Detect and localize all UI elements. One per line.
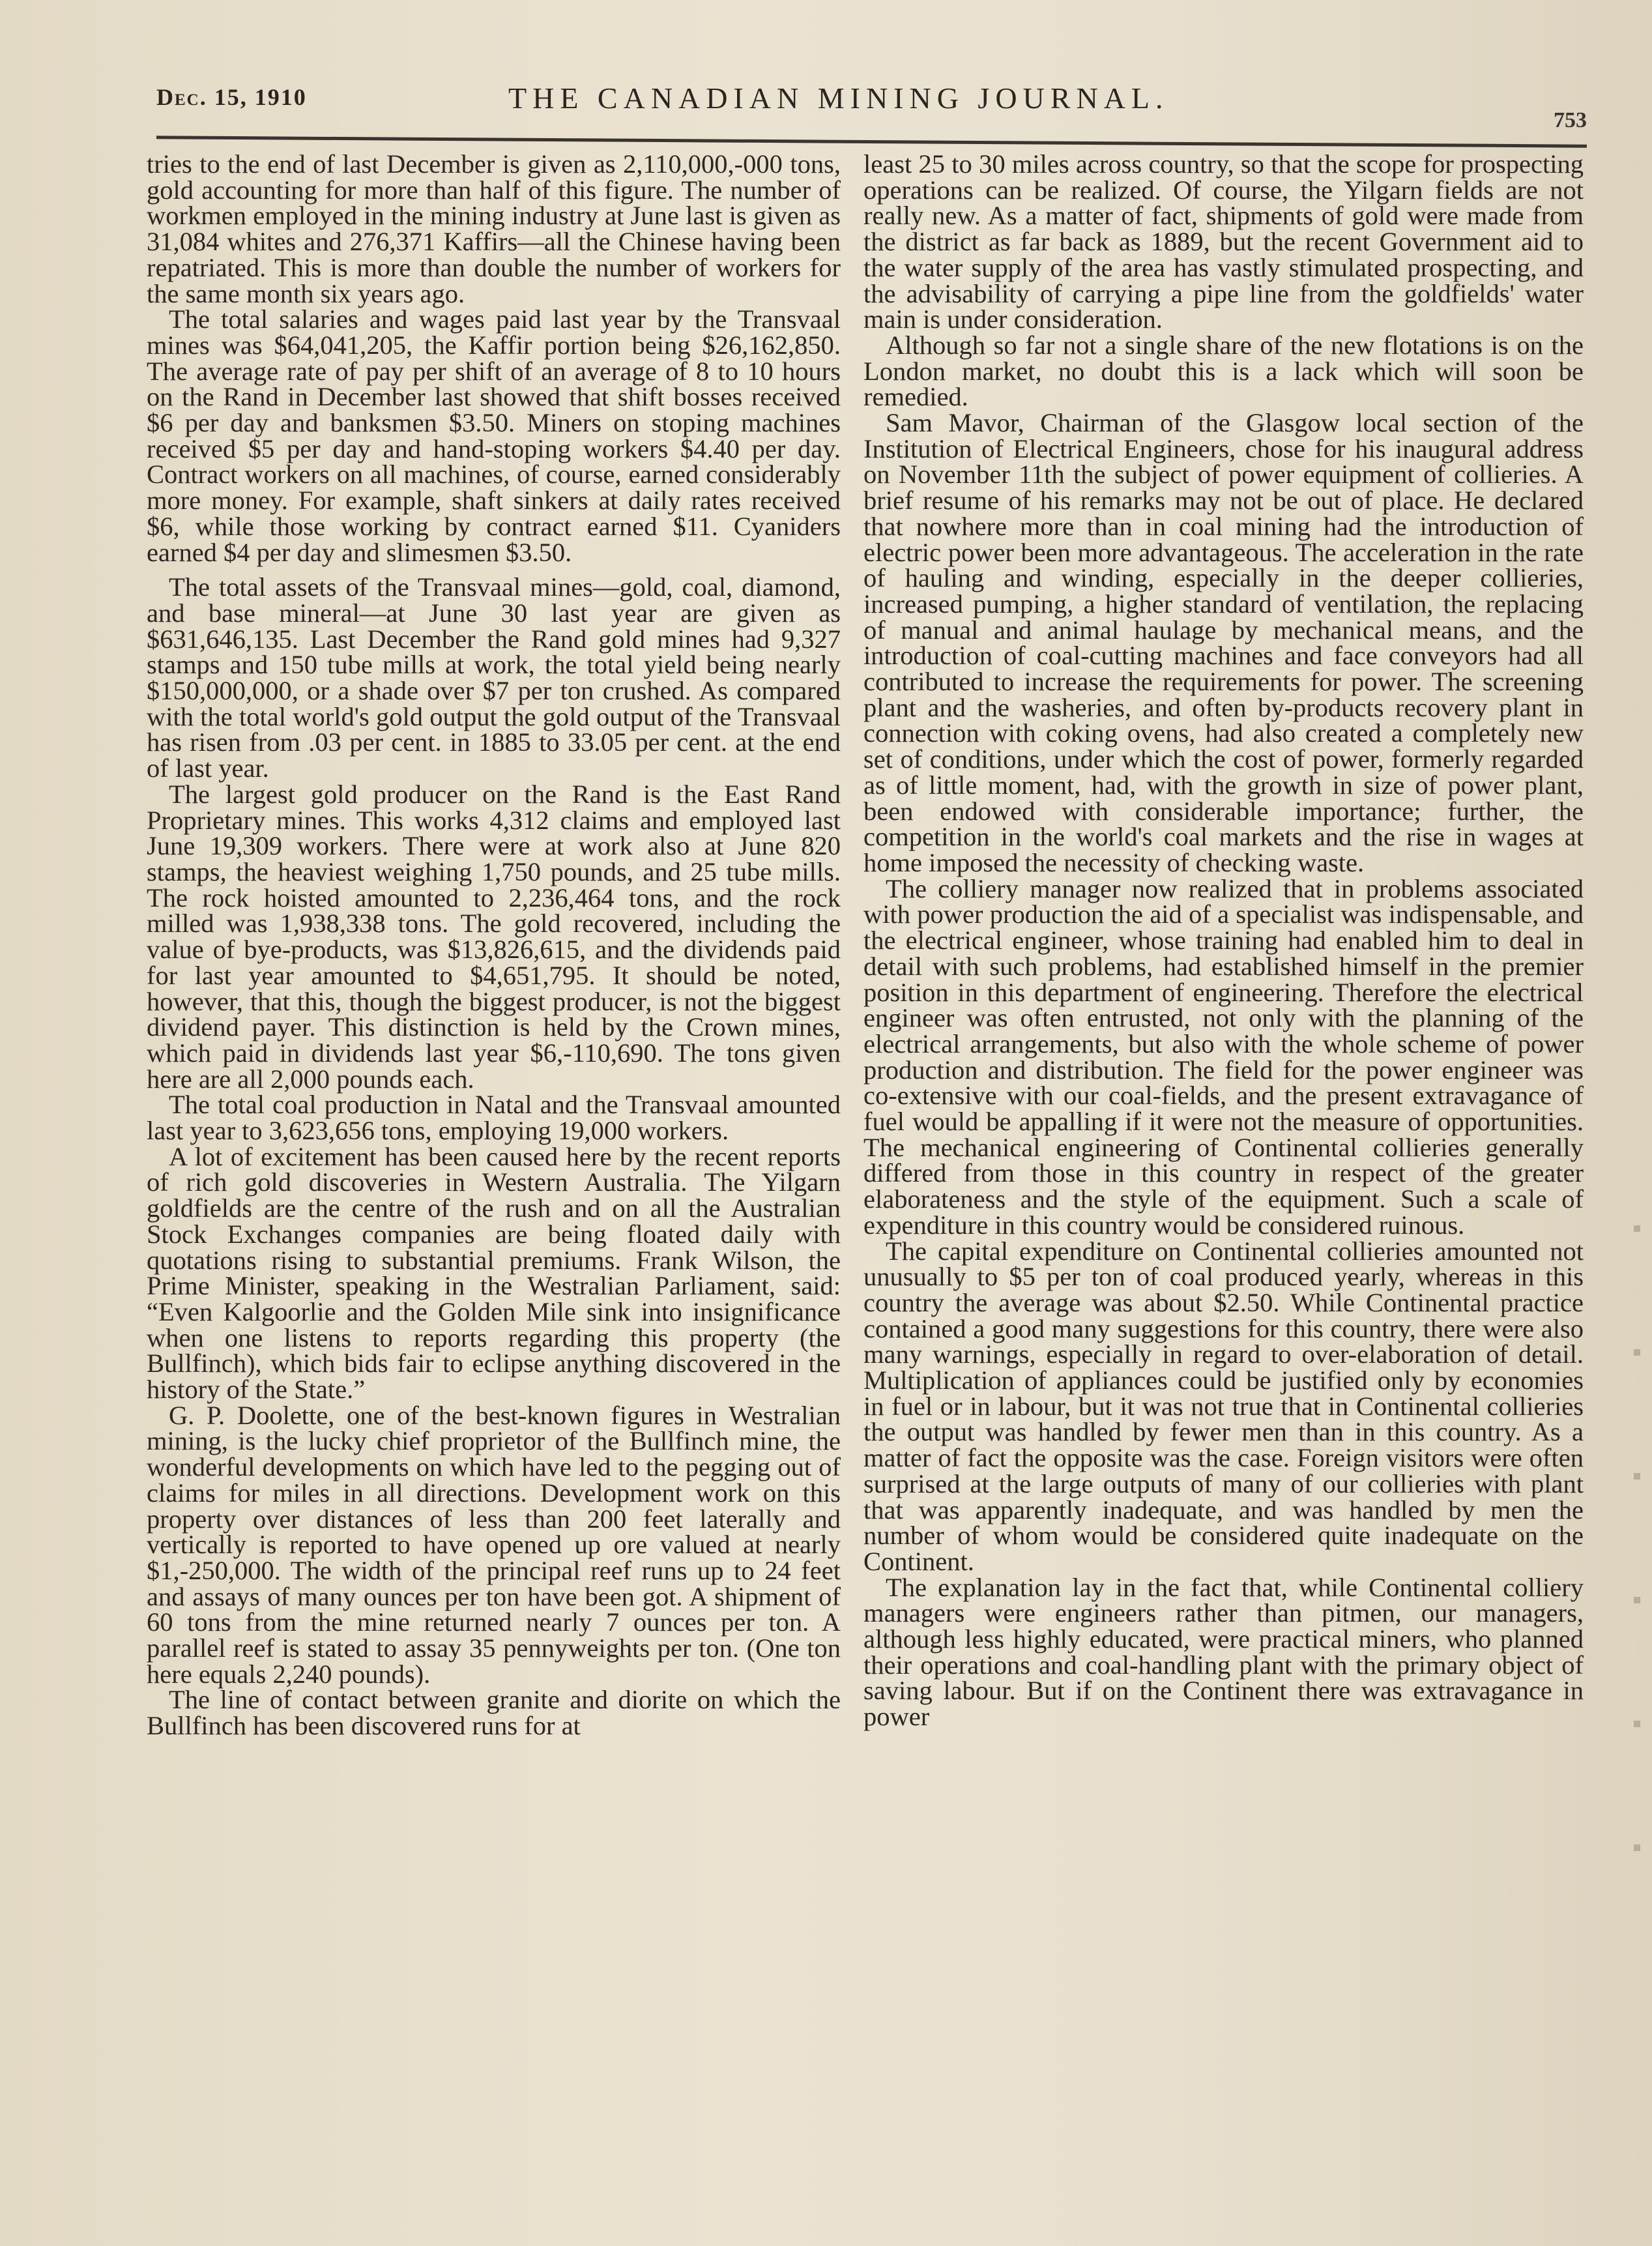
paragraph: The total salaries and wages paid last year by the Transvaal mines was $64,041,205, the Kaffir portion being $26,162,850. The average rate of pay per shift of an average of 8 to 10 hours on the Rand in December last showed that shift bosses received $6 per day and banksmen $3.50. Miners on stoping machines received $5 per day and hand-stoping workers $4.40 per day. Contract workers on all machines, of course, earned considerably more money. For example, shaft sinkers at daily rates received $6, while those working by contract earned $11. Cyaniders earned $4 per day and slimesmen $3.50.: [147, 304, 841, 567]
paragraph: Sam Mavor, Chairman of the Glasgow local section of the Institution of Electrical Engineers, chose for his inaugural address on November 11th the subject of power equipment of collieries. A brief resume of his remarks may not be out of place. He declared that nowhere more than in coal mining had the introduction of electric power been more advantageous. The acceleration in the rate of hauling and winding, especially in the deeper collieries, increased pumping, a higher standard of ventilation, the replacing of manual and animal haulage by mechanical means, and the introduction of coal-cutting machines and face conveyors had all contributed to increase the requirements for power. The screening plant and the washeries, and often by-products recovery plant in connection with coking ovens, had also created a completely new set of conditions, under which the cost of power, formerly regarded as of little moment, had, with the growth in size of power plant, been endowed with considerable importance; further, the competition in the world's coal markets and the rise in wages at home imposed the necessity of checking waste.: [863, 408, 1584, 877]
paragraph: The largest gold producer on the Rand is the East Rand Proprietary mines. This works 4,312 claims and employed last June 19,309 workers. There were at work also at June 820 stamps, the heaviest weighing 1,750 pounds, and 25 tube mills. The rock hoisted amounted to 2,236,464 tons, and the rock milled was 1,938,338 tons. The gold recovered, including the value of bye-products, was $13,826,615, and the dividends paid for last year amounted to $4,651,795. It should be noted, however, that this, though the biggest producer, is not the biggest dividend payer. This distinction is held by the Crown mines, which paid in dividends last year $6,-110,690. The tons given here are all 2,000 pounds each.: [147, 779, 841, 1094]
paragraph: least 25 to 30 miles across country, so that the scope for prospecting operations can be realized. Of course, the Yilgarn fields are not really new. As a matter of fact, shipments of gold were made from the district as far back as 1889, but the recent Government aid to the water supply of the area has vastly stimulated prospecting, and the advisability of carrying a pipe line from the goldfields' water main is under consideration.: [863, 149, 1584, 334]
paragraph: G. P. Doolette, one of the best-known figures in Westralian mining, is the lucky chief proprietor of the Bullfinch mine, the wonderful developments on which have led to the pegging out of claims for miles in all directions. Development work on this property over distances of less than 200 feet laterally and vertically is reported to have opened up ore valued at nearly $1,-250,000. The width of the principal reef runs up to 24 feet and assays of many ounces per ton have been got. A shipment of 60 tons from the mine returned nearly 7 ounces per ton. A parallel reef is stated to assay 35 pennyweights per ton. (One ton here equals 2,240 pounds).: [147, 1400, 841, 1689]
paragraph: The total assets of the Transvaal mines—gold, coal, diamond, and base mineral—at June 30 last year are given as $631,646,135. Last December the Rand gold mines had 9,327 stamps and 150 tube mills at work, the total yield being nearly $150,000,000, or a shade over $7 per ton crushed. As compared with the total world's gold output the gold output of the Transvaal has risen from .03 per cent. in 1885 to 33.05 per cent. at the end of last year.: [147, 572, 841, 783]
page-header: [156, 77, 1587, 132]
header-rule: [156, 136, 1587, 147]
right-column: [863, 151, 1584, 1730]
paragraph: The colliery manager now realized that in problems associated with power production the aid of a specialist was indispensable, and the electrical engineer, whose training had enabled him to deal in detail with such problems, had established himself in the premier position in this department of engineering. Therefore the electrical engineer was often entrusted, not only with the planning of the electrical arrangements, but also with the whole scheme of power production and distribution. The field for the power engineer was co-extensive with our coal-fields, and the present extravagance of fuel would be appalling if it were not the measure of opportunities. The mechanical engineering of Continental collieries generally differed from those in this country in respect of the greater elaborateness and the style of the equipment. Such a scale of expenditure in this country would be considered ruinous.: [863, 873, 1584, 1240]
paragraph: The total coal production in Natal and the Transvaal amounted last year to 3,623,656 tons, employing 19,000 workers.: [147, 1090, 841, 1146]
paragraph: tries to the end of last December is given as 2,110,000,-000 tons, gold accounting for more than half of this figure. The number of workmen employed in the mining industry at June last is given as 31,084 whites and 276,371 Kaffirs—all the Chinese having been repatriated. This is more than double the number of workers for the same month six years ago.: [147, 149, 841, 308]
paragraph: Although so far not a single share of the new flotations is on the London market, no doubt this is a lack which will soon be remedied.: [863, 330, 1584, 412]
issue-date: Dec. 15, 1910: [156, 84, 307, 110]
paragraph: The capital expenditure on Continental collieries amounted not unusually to $5 per ton of coal produced yearly, whereas in this country the average was about $2.50. While Continental practice contained a good many suggestions for this country, there were also many warnings, especially in regard to over-elaboration of detail. Multiplication of appliances could be justified only by economies in fuel or in labour, but it was not true that in Continental collieries the output was handled by fewer men than in this country. As a matter of fact the opposite was the case. Foreign visitors were often surprised at the large outputs of many of our collieries with plant that was apparently inadequate, and was handled by men the number of whom would be considered quite inadequate on the Continent.: [863, 1236, 1584, 1576]
page-edge-wear: [1634, 1108, 1640, 1890]
left-column: [147, 151, 841, 1739]
paragraph: The explanation lay in the fact that, while Continental colliery managers were engineers rather than pitmen, our managers, although less highly educated, were practical miners, who planned their operations and coal-handling plant with the primary object of saving labour. But if on the Continent there was extravagance in power: [863, 1572, 1584, 1732]
paragraph: The line of contact between granite and diorite on which the Bullfinch has been discovered runs for at: [147, 1685, 841, 1741]
page-number: 753: [1554, 108, 1587, 132]
paragraph: A lot of excitement has been caused here by the recent reports of rich gold discoveries in Western Australia. The Yilgarn goldfields are the centre of the rush and on all the Australian Stock Exchanges companies are being floated daily with quotations rising to substantial premiums. Frank Wilson, the Prime Minister, speaking in the Westralian Parliament, said: “Even Kalgoorlie and the Golden Mile sink into insignificance when one listens to reports regarding this property (the Bullfinch), which bids fair to eclipse anything discovered in the history of the State.”: [147, 1141, 841, 1405]
journal-title: THE CANADIAN MINING JOURNAL.: [508, 81, 1169, 115]
